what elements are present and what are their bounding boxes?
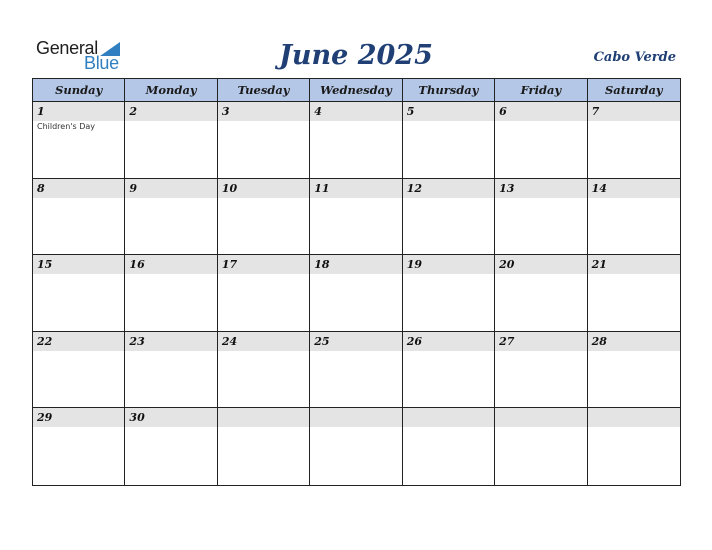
day-cell[interactable] (125, 408, 217, 485)
day-cell[interactable] (403, 255, 495, 331)
holiday-note: Children's Day (37, 122, 95, 131)
day-cell[interactable] (33, 408, 125, 485)
day-cell[interactable] (218, 102, 310, 178)
day-cell[interactable] (403, 332, 495, 408)
week-row (33, 102, 680, 179)
day-cell[interactable] (588, 179, 680, 255)
weekday-tuesday: Tuesday (218, 79, 310, 101)
day-cell[interactable] (588, 102, 680, 178)
day-number: 25 (310, 332, 401, 351)
day-cell[interactable] (218, 332, 310, 408)
day-cell[interactable] (125, 179, 217, 255)
weekday-friday: Friday (495, 79, 587, 101)
day-number: 12 (403, 179, 494, 198)
day-cell[interactable] (495, 408, 587, 485)
day-number: 24 (218, 332, 309, 351)
weekday-header-row (33, 79, 680, 102)
day-number (495, 408, 586, 427)
day-number: 28 (588, 332, 680, 351)
day-cell[interactable] (310, 332, 402, 408)
day-cell[interactable] (125, 332, 217, 408)
logo-text-blue: Blue (84, 53, 119, 73)
weekday-wednesday: Wednesday (310, 79, 402, 101)
day-number: 30 (125, 408, 216, 427)
day-number (403, 408, 494, 427)
day-number (310, 408, 401, 427)
day-cell[interactable] (310, 179, 402, 255)
day-cell[interactable] (588, 255, 680, 331)
day-number: 20 (495, 255, 586, 274)
day-cell[interactable] (310, 102, 402, 178)
day-number: 15 (33, 255, 124, 274)
day-cell[interactable] (218, 255, 310, 331)
day-number: 16 (125, 255, 216, 274)
day-cell[interactable] (310, 408, 402, 485)
logo-text-general: General (36, 38, 98, 58)
day-number: 21 (588, 255, 680, 274)
day-number: 10 (218, 179, 309, 198)
day-number (588, 408, 680, 427)
day-cell[interactable] (310, 255, 402, 331)
day-cell[interactable] (495, 179, 587, 255)
day-cell[interactable] (33, 332, 125, 408)
day-number: 7 (588, 102, 680, 121)
day-cell[interactable] (33, 102, 125, 178)
day-cell[interactable] (403, 179, 495, 255)
day-number: 2 (125, 102, 216, 121)
day-number: 22 (33, 332, 124, 351)
day-number: 19 (403, 255, 494, 274)
weeks-container (33, 102, 680, 485)
country-label: Cabo Verde (593, 50, 676, 65)
day-cell[interactable] (33, 179, 125, 255)
day-cell[interactable] (33, 255, 125, 331)
day-number: 14 (588, 179, 680, 198)
day-cell[interactable] (495, 332, 587, 408)
day-cell[interactable] (125, 255, 217, 331)
day-cell[interactable] (218, 179, 310, 255)
day-number: 8 (33, 179, 124, 198)
day-cell[interactable] (218, 408, 310, 485)
day-number: 23 (125, 332, 216, 351)
day-cell[interactable] (588, 332, 680, 408)
day-cell[interactable] (125, 102, 217, 178)
day-cell[interactable] (495, 255, 587, 331)
day-number: 11 (310, 179, 401, 198)
day-number: 9 (125, 179, 216, 198)
weekday-monday: Monday (125, 79, 217, 101)
day-number: 6 (495, 102, 586, 121)
day-number: 18 (310, 255, 401, 274)
weekday-saturday: Saturday (604, 83, 663, 97)
calendar-title: June 2025 (279, 40, 433, 71)
week-row (33, 332, 680, 409)
day-number: 5 (403, 102, 494, 121)
calendar-grid (32, 78, 681, 486)
day-number: 26 (403, 332, 494, 351)
day-number (218, 408, 309, 427)
weekday-thursday: Thursday (403, 79, 495, 101)
day-number: 4 (310, 102, 401, 121)
week-row (33, 179, 680, 256)
day-number: 17 (218, 255, 309, 274)
day-cell[interactable] (403, 408, 495, 485)
day-number: 29 (33, 408, 124, 427)
week-row (33, 408, 680, 485)
weekday-sunday: Sunday (33, 79, 125, 101)
week-row (33, 255, 680, 332)
day-number: 3 (218, 102, 309, 121)
day-number: 1 (33, 102, 124, 121)
day-cell[interactable] (588, 408, 680, 485)
day-number: 13 (495, 179, 586, 198)
day-cell[interactable] (495, 102, 587, 178)
day-number: 27 (495, 332, 586, 351)
day-cell[interactable] (403, 102, 495, 178)
